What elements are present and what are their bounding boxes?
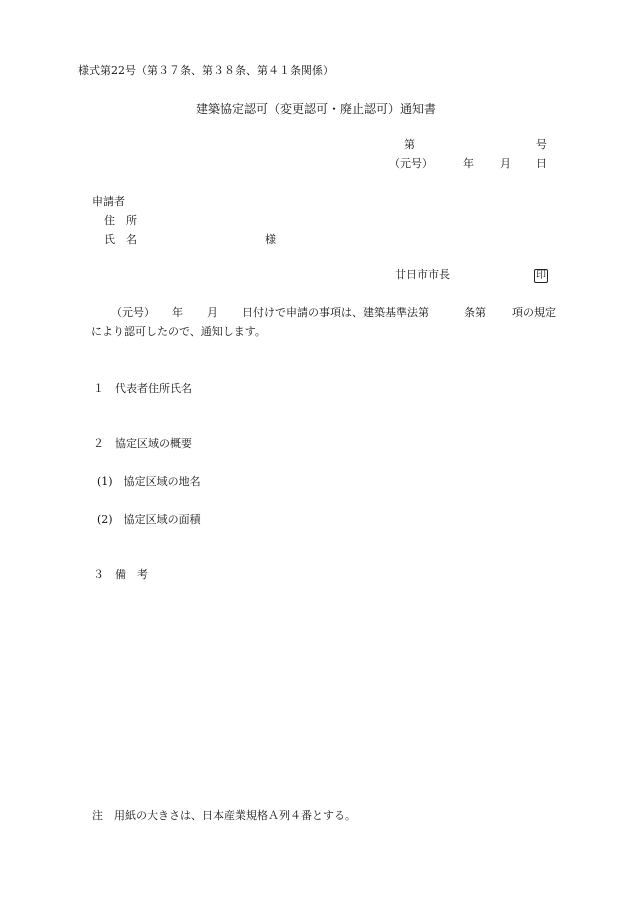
body-year: 年 <box>172 306 183 319</box>
item-1: １ 代表者住所氏名 <box>93 382 192 395</box>
body-line-2: により認可したので、通知します。 <box>91 325 266 338</box>
item-3: ３ 備 考 <box>93 568 148 581</box>
sub-item-1: (1) 協定区域の地名 <box>97 475 201 488</box>
doc-number-suffix: 号 <box>536 138 547 151</box>
name-label: 氏 名 <box>104 233 137 246</box>
date-era: （元号） <box>389 157 433 170</box>
seal-mark <box>534 268 548 283</box>
item-2: ２ 協定区域の概要 <box>93 437 192 450</box>
honorific: 様 <box>265 233 276 246</box>
body-era: （元号） <box>111 306 155 319</box>
doc-number-prefix: 第 <box>404 138 415 151</box>
date-month: 月 <box>500 157 511 170</box>
seal-icon: 印 <box>536 270 546 281</box>
body-article: 条第 <box>464 306 486 319</box>
applicant-heading: 申請者 <box>92 195 125 208</box>
form-number: 様式第22号（第３７条、第３８条、第４１条関係） <box>78 64 334 77</box>
date-day: 日 <box>536 157 547 170</box>
document-title: 建築協定認可（変更認可・廃止認可）通知書 <box>196 102 437 116</box>
sub-item-2: (2) 協定区域の面積 <box>97 513 201 526</box>
body-month: 月 <box>207 306 218 319</box>
footnote: 注 用紙の大きさは、日本産業規格Ａ列４番とする。 <box>92 809 356 822</box>
body-text-1: 日付けで申請の事項は、建築基準法第 <box>242 306 429 319</box>
body-text-2: 項の規定 <box>512 306 556 319</box>
issuer-name: 廿日市市長 <box>395 268 450 281</box>
address-label: 住 所 <box>104 214 137 227</box>
date-year: 年 <box>463 157 474 170</box>
